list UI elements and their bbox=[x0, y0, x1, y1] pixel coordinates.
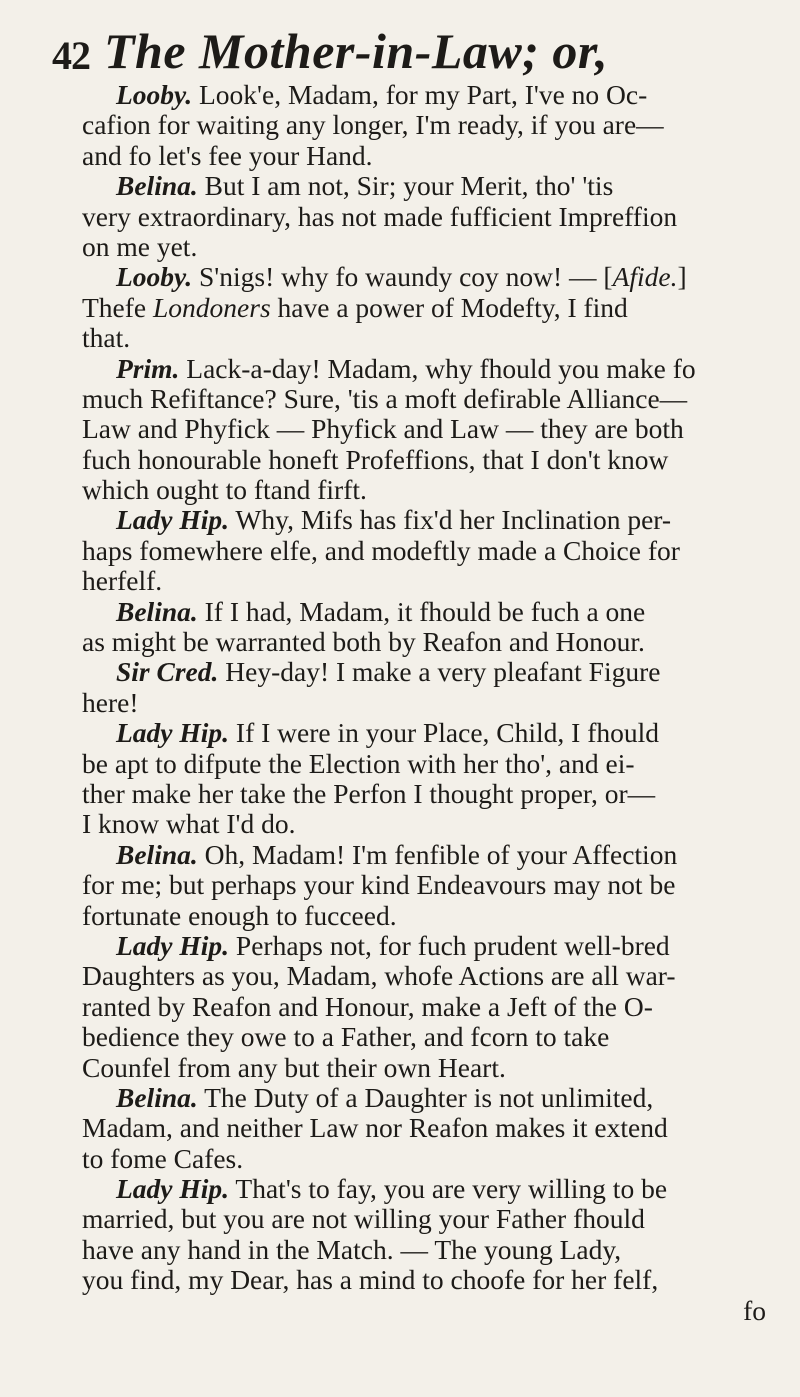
text-line bbox=[82, 718, 782, 748]
text-line bbox=[82, 1053, 782, 1083]
line-text: bedience they owe to a Father, and fcorn to take bbox=[82, 1021, 610, 1053]
text-line bbox=[82, 202, 782, 232]
line-text: haps fomewhere elfe, and modeftly made a Choice for bbox=[82, 534, 680, 566]
line-text: Perhaps not, for fuch prudent well-bred bbox=[229, 929, 670, 961]
speaker-name: Lady Hip. bbox=[116, 929, 230, 961]
speaker-name: Sir Cred. bbox=[116, 656, 219, 688]
text-line bbox=[82, 232, 782, 262]
line-text: But I am not, Sir; your Merit, tho' 'tis bbox=[197, 170, 614, 202]
text-line bbox=[82, 171, 782, 201]
text-line bbox=[82, 323, 782, 353]
speaker-name: Belina. bbox=[116, 170, 198, 202]
speaker-name: Belina. bbox=[116, 1081, 198, 1113]
line-text: Counfel from any but their own Heart. bbox=[82, 1051, 506, 1083]
running-title: The Mother-in-Law; or, bbox=[104, 23, 609, 79]
text-line bbox=[82, 597, 782, 627]
text-line bbox=[82, 1174, 782, 1204]
text-line bbox=[82, 657, 782, 687]
line-text: very extraordinary, has not made fufficient Impreffion bbox=[82, 200, 678, 232]
text-line bbox=[82, 688, 782, 718]
text-line bbox=[82, 262, 782, 292]
speaker-name: Looby. bbox=[116, 79, 193, 110]
line-text: fuch honourable honeft Profeffions, that I don't know bbox=[82, 443, 669, 475]
text-line bbox=[82, 1265, 782, 1295]
line-text: Thefe bbox=[82, 291, 153, 323]
text-line bbox=[82, 354, 782, 384]
line-text: fo bbox=[743, 1294, 766, 1326]
text-line bbox=[82, 566, 782, 596]
speaker-name: Lady Hip. bbox=[116, 1173, 230, 1205]
text-line bbox=[82, 141, 782, 171]
text-line bbox=[82, 505, 782, 535]
line-text: fortunate enough to fucceed. bbox=[82, 899, 397, 931]
text-line bbox=[82, 961, 782, 991]
line-text: that. bbox=[82, 322, 131, 354]
line-text: on me yet. bbox=[82, 230, 198, 262]
line-text: S'nigs! why fo waundy coy now! — [ bbox=[192, 261, 613, 293]
page-number: 42 bbox=[52, 33, 90, 78]
speaker-name: Lady Hip. bbox=[116, 504, 230, 536]
line-text: That's to fay, you are very willing to be bbox=[229, 1173, 668, 1205]
text-line bbox=[82, 1204, 782, 1234]
text-line bbox=[82, 384, 782, 414]
page-header bbox=[52, 14, 752, 84]
text-line bbox=[82, 870, 782, 900]
dialogue-body bbox=[82, 80, 782, 1326]
speaker-name: Looby. bbox=[116, 261, 193, 293]
italic-text: Londoners bbox=[153, 291, 271, 323]
line-text: ranted by Reafon and Honour, make a Jeft of the O- bbox=[82, 990, 653, 1022]
line-text: If I had, Madam, it fhould be fuch a one bbox=[197, 595, 646, 627]
text-line bbox=[82, 901, 782, 931]
speaker-name: Belina. bbox=[116, 838, 198, 870]
text-line bbox=[82, 627, 782, 657]
speaker-name: Prim. bbox=[116, 352, 180, 384]
text-line bbox=[82, 1235, 782, 1265]
line-text: here! bbox=[82, 686, 139, 718]
text-line bbox=[82, 840, 782, 870]
line-text: you find, my Dear, has a mind to choofe for her felf, bbox=[82, 1264, 659, 1296]
text-line bbox=[82, 809, 782, 839]
text-line bbox=[82, 293, 782, 323]
line-text: Oh, Madam! I'm fenfible of your Affection bbox=[197, 838, 678, 870]
line-text-continued: have a power of Modefty, I find bbox=[270, 291, 628, 323]
text-line bbox=[82, 931, 782, 961]
line-text: to fome Cafes. bbox=[82, 1142, 244, 1174]
line-text-continued: ] bbox=[677, 261, 687, 293]
text-line bbox=[82, 1144, 782, 1174]
line-text: herfelf. bbox=[82, 565, 163, 597]
text-line bbox=[82, 1113, 782, 1143]
line-text: The Duty of a Daughter is not unlimited, bbox=[197, 1081, 654, 1113]
line-text: as might be warranted both by Reafon and Honour. bbox=[82, 626, 645, 658]
line-text: for me; but perhaps your kind Endeavours may not be bbox=[82, 869, 676, 901]
text-line bbox=[82, 749, 782, 779]
line-text: I know what I'd do. bbox=[82, 808, 296, 840]
text-line bbox=[82, 536, 782, 566]
line-text: Madam, and neither Law nor Reafon makes it extend bbox=[82, 1112, 668, 1144]
line-text: Daughters as you, Madam, whofe Actions are all war- bbox=[82, 960, 676, 992]
line-text: have any hand in the Match. — The young Lady, bbox=[82, 1233, 622, 1265]
text-line bbox=[82, 475, 782, 505]
text-line bbox=[82, 1083, 782, 1113]
line-text: much Refiftance? Sure, 'tis a moft defirable Alliance— bbox=[82, 382, 688, 414]
line-text: Law and Phyfick — Phyfick and Law — they are both bbox=[82, 413, 684, 445]
line-text: ther make her take the Perfon I thought proper, or— bbox=[82, 777, 656, 809]
text-line bbox=[82, 80, 782, 110]
line-text: and fo let's fee your Hand. bbox=[82, 139, 373, 171]
line-text: Lack-a-day! Madam, why fhould you make fo bbox=[179, 352, 696, 384]
text-line bbox=[82, 992, 782, 1022]
line-text: If I were in your Place, Child, I fhould bbox=[229, 717, 660, 749]
text-line bbox=[82, 445, 782, 475]
line-text: be apt to difpute the Election with her tho', and ei- bbox=[82, 747, 635, 779]
speaker-name: Belina. bbox=[116, 595, 198, 627]
line-text: cafion for waiting any longer, I'm ready, if you are— bbox=[82, 109, 664, 141]
line-text: married, but you are not willing your Father fhould bbox=[82, 1203, 645, 1235]
line-text: Look'e, Madam, for my Part, I've no Oc- bbox=[192, 79, 648, 110]
text-line bbox=[82, 414, 782, 444]
italic-text: Afide. bbox=[612, 261, 678, 293]
line-text: Hey-day! I make a very pleafant Figure bbox=[218, 656, 661, 688]
text-line bbox=[82, 1022, 782, 1052]
line-text: which ought to ftand firft. bbox=[82, 474, 367, 506]
catchword bbox=[82, 1296, 782, 1326]
text-line bbox=[82, 110, 782, 140]
text-line bbox=[82, 779, 782, 809]
speaker-name: Lady Hip. bbox=[116, 717, 230, 749]
line-text: Why, Mifs has fix'd her Inclination per- bbox=[229, 504, 672, 536]
